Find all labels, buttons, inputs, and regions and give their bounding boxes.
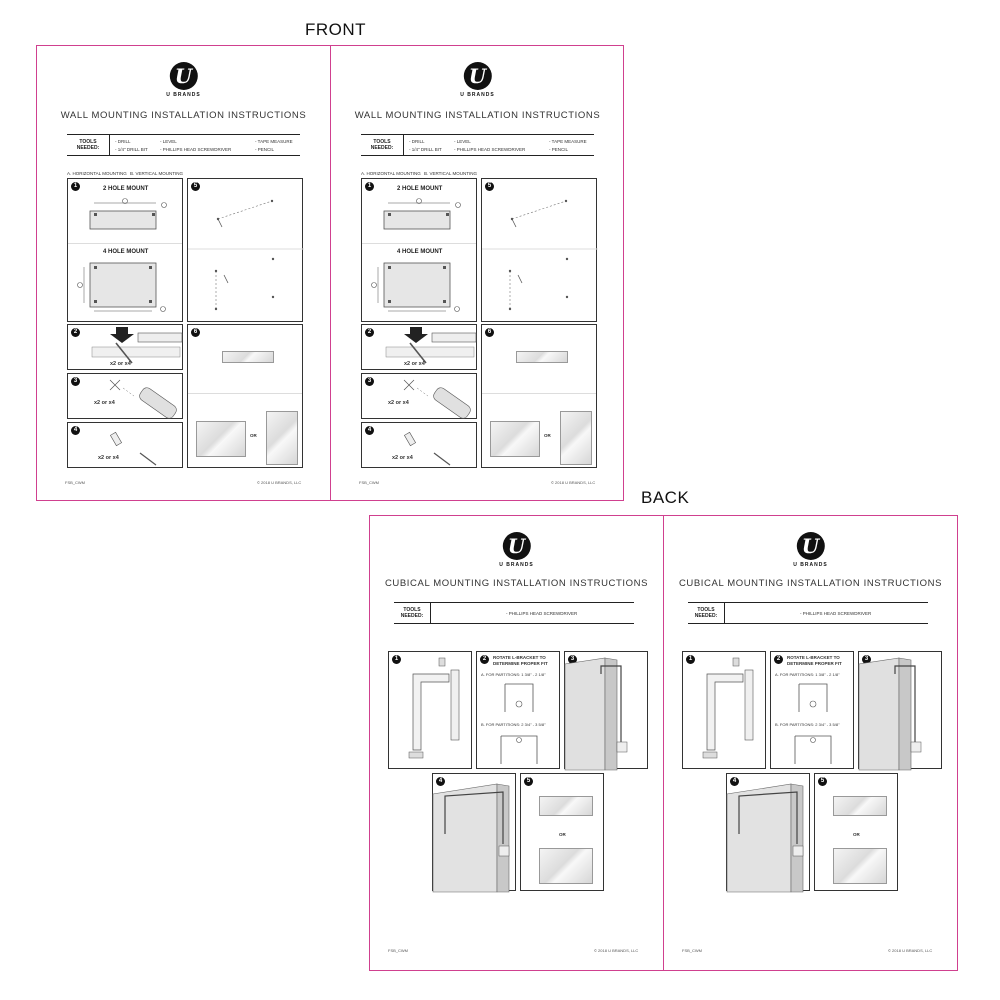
step-number: 2 — [365, 328, 374, 337]
l-bracket-diagram — [683, 652, 767, 770]
step-number: 1 — [365, 182, 374, 191]
front-page-right — [331, 46, 624, 500]
level-line-diagram — [188, 179, 304, 323]
tools-label: TOOLS NEEDED: — [688, 603, 725, 623]
bracket-a-diagram — [771, 678, 855, 718]
mirror-hanging — [516, 351, 568, 363]
footer-code: FSB_CWM — [682, 948, 702, 953]
brand-logo — [460, 62, 494, 98]
brand-mark: U — [463, 62, 491, 90]
step-separator — [362, 243, 476, 244]
step-3-panel — [361, 373, 477, 419]
tool-item: - PENCIL — [549, 147, 569, 152]
tool-item: - 1/4" DRILL BIT — [115, 147, 148, 152]
option-horizontal: A. HORIZONTAL MOUNTING — [67, 171, 127, 176]
step-number: 3 — [71, 377, 80, 386]
brand-mark: U — [796, 532, 824, 560]
tool-item: - TAPE MEASURE — [255, 139, 293, 144]
brand-name: U BRANDS — [460, 92, 495, 98]
partition-a-label: A. FOR PARTITIONS: 1 3/8" - 2 1/8" — [481, 672, 546, 677]
or-label: OR — [559, 832, 566, 837]
brand-name: U BRANDS — [166, 92, 201, 98]
partition-b-label: B. FOR PARTITIONS: 2 3/4" - 3 5/8" — [775, 722, 840, 727]
footer-code: FSB_CWM — [65, 480, 85, 485]
or-label: OR — [250, 433, 257, 438]
step-1-panel — [388, 651, 472, 769]
step-5-panel — [814, 773, 898, 891]
two-hole-label: 2 HOLE MOUNT — [103, 186, 149, 192]
mirror-vertical — [266, 411, 298, 465]
step-separator — [188, 393, 302, 394]
drill-diagram — [68, 374, 184, 420]
option-vertical: B. VERTICAL MOUNTING — [130, 171, 184, 176]
brand-logo — [166, 62, 200, 98]
drill-diagram — [362, 374, 478, 420]
step-2-panel — [67, 324, 183, 370]
footer-copyright: © 2018 U BRANDS, LLC — [551, 480, 596, 485]
partition-attach-diagram — [727, 774, 811, 892]
back-label: BACK — [641, 488, 690, 507]
partition-hang-diagram — [565, 652, 649, 770]
footer-copyright: © 2018 U BRANDS, LLC — [888, 948, 933, 953]
step-4-panel — [432, 773, 516, 891]
step-2-panel — [476, 651, 560, 769]
partition-b-label: B. FOR PARTITIONS: 2 3/4" - 3 5/8" — [481, 722, 546, 727]
mirror-horizontal — [490, 421, 540, 457]
or-label: OR — [544, 433, 551, 438]
bracket-b-diagram — [477, 728, 561, 768]
front-page-left — [37, 46, 330, 500]
bracket-b-diagram — [771, 728, 855, 768]
step-number: 5 — [191, 182, 200, 191]
front-label: FRONT — [305, 20, 367, 39]
mirror-hanging — [222, 351, 274, 363]
step-5-panel — [520, 773, 604, 891]
mirror-large — [833, 848, 887, 884]
mirror-large — [539, 848, 593, 884]
tool-item: - PENCIL — [255, 147, 275, 152]
option-horizontal: A. HORIZONTAL MOUNTING — [361, 171, 421, 176]
page-title: WALL MOUNTING INSTALLATION INSTRUCTIONS — [354, 110, 601, 121]
four-hole-diagram — [68, 255, 184, 325]
tool-item: - DRILL — [409, 139, 425, 144]
partition-a-label: A. FOR PARTITIONS: 1 3/8" - 2 1/8" — [775, 672, 840, 677]
step-number: 1 — [392, 655, 401, 664]
anchors-diagram — [68, 423, 184, 469]
step-1-panel — [67, 178, 183, 322]
tools-label: TOOLS NEEDED: — [67, 135, 110, 155]
level-line-diagram — [482, 179, 598, 323]
brand-logo — [793, 532, 827, 568]
page-title: CUBICAL MOUNTING INSTALLATION INSTRUCTIONS — [384, 578, 649, 589]
tools-label: TOOLS NEEDED: — [394, 603, 431, 623]
brand-name: U BRANDS — [499, 562, 534, 568]
rotate-instruction: ROTATE L-BRACKET TO DETERMINE PROPER FIT — [787, 655, 842, 666]
step-number: 5 — [524, 777, 533, 786]
tools-needed — [688, 602, 928, 624]
quantity-label: x2 or x4 — [110, 361, 131, 367]
l-bracket-diagram — [389, 652, 473, 770]
tools-needed — [67, 134, 300, 156]
page-title: WALL MOUNTING INSTALLATION INSTRUCTIONS — [60, 110, 307, 121]
step-3-panel — [67, 373, 183, 419]
footer-code: FSB_CWM — [388, 948, 408, 953]
two-hole-label: 2 HOLE MOUNT — [397, 186, 443, 192]
step-2-panel — [770, 651, 854, 769]
quantity-label: x2 or x4 — [404, 361, 425, 367]
four-hole-diagram — [362, 255, 478, 325]
step-number: 4 — [71, 426, 80, 435]
back-page-right — [664, 516, 957, 970]
bracket-a-diagram — [477, 678, 561, 718]
page-title: CUBICAL MOUNTING INSTALLATION INSTRUCTIONS — [678, 578, 943, 589]
step-number: 5 — [485, 182, 494, 191]
tool-item: - PHILLIPS HEAD SCREWDRIVER — [454, 147, 526, 152]
step-3-panel — [858, 651, 942, 769]
tool-item: - DRILL — [115, 139, 131, 144]
footer-copyright: © 2018 U BRANDS, LLC — [594, 948, 639, 953]
step-number: 4 — [365, 426, 374, 435]
quantity-label: x2 or x4 — [388, 400, 409, 406]
partition-attach-diagram — [433, 774, 517, 892]
step-number: 6 — [485, 328, 494, 337]
tool-item: - LEVEL — [454, 139, 471, 144]
four-hole-label: 4 HOLE MOUNT — [103, 249, 149, 255]
tool-item: - LEVEL — [160, 139, 177, 144]
brand-logo — [499, 532, 533, 568]
tools-label: TOOLS NEEDED: — [361, 135, 404, 155]
tools-needed — [361, 134, 594, 156]
back-sheet — [369, 515, 958, 971]
step-5-panel — [481, 178, 597, 322]
option-vertical: B. VERTICAL MOUNTING — [424, 171, 478, 176]
step-number: 2 — [480, 655, 489, 664]
mirror-horizontal — [833, 796, 887, 816]
quantity-label: x2 or x4 — [94, 400, 115, 406]
step-number: 5 — [818, 777, 827, 786]
step-6-panel — [481, 324, 597, 468]
brand-mark: U — [502, 532, 530, 560]
tool-item: - 1/4" DRILL BIT — [409, 147, 442, 152]
mirror-horizontal — [196, 421, 246, 457]
step-number: 6 — [191, 328, 200, 337]
quantity-label: x2 or x4 — [98, 455, 119, 461]
step-1-panel — [361, 178, 477, 322]
step-4-panel — [726, 773, 810, 891]
mirror-vertical — [560, 411, 592, 465]
quantity-label: x2 or x4 — [392, 455, 413, 461]
back-page-left — [370, 516, 663, 970]
step-number: 4 — [730, 777, 739, 786]
step-number: 2 — [774, 655, 783, 664]
step-1-panel — [682, 651, 766, 769]
tool-item: - PHILLIPS HEAD SCREWDRIVER — [506, 611, 578, 616]
step-separator — [482, 393, 596, 394]
brand-mark: U — [169, 62, 197, 90]
anchors-diagram — [362, 423, 478, 469]
step-number: 1 — [686, 655, 695, 664]
partition-hang-diagram — [859, 652, 943, 770]
two-hole-diagram — [68, 193, 184, 253]
step-separator — [68, 243, 182, 244]
mirror-horizontal — [539, 796, 593, 816]
step-4-panel — [361, 422, 477, 468]
step-number: 4 — [436, 777, 445, 786]
or-label: OR — [853, 832, 860, 837]
step-number: 2 — [71, 328, 80, 337]
step-6-panel — [187, 324, 303, 468]
tool-item: - PHILLIPS HEAD SCREWDRIVER — [160, 147, 232, 152]
rotate-instruction: ROTATE L-BRACKET TO DETERMINE PROPER FIT — [493, 655, 548, 666]
step-number: 1 — [71, 182, 80, 191]
step-4-panel — [67, 422, 183, 468]
tool-item: - TAPE MEASURE — [549, 139, 587, 144]
tool-item: - PHILLIPS HEAD SCREWDRIVER — [800, 611, 872, 616]
step-3-panel — [564, 651, 648, 769]
two-hole-diagram — [362, 193, 478, 253]
front-sheet — [36, 45, 624, 501]
four-hole-label: 4 HOLE MOUNT — [397, 249, 443, 255]
step-number: 3 — [568, 655, 577, 664]
step-number: 3 — [862, 655, 871, 664]
step-2-panel — [361, 324, 477, 370]
tools-needed — [394, 602, 634, 624]
brand-name: U BRANDS — [793, 562, 828, 568]
footer-code: FSB_CWM — [359, 480, 379, 485]
step-5-panel — [187, 178, 303, 322]
footer-copyright: © 2018 U BRANDS, LLC — [257, 480, 302, 485]
step-number: 3 — [365, 377, 374, 386]
